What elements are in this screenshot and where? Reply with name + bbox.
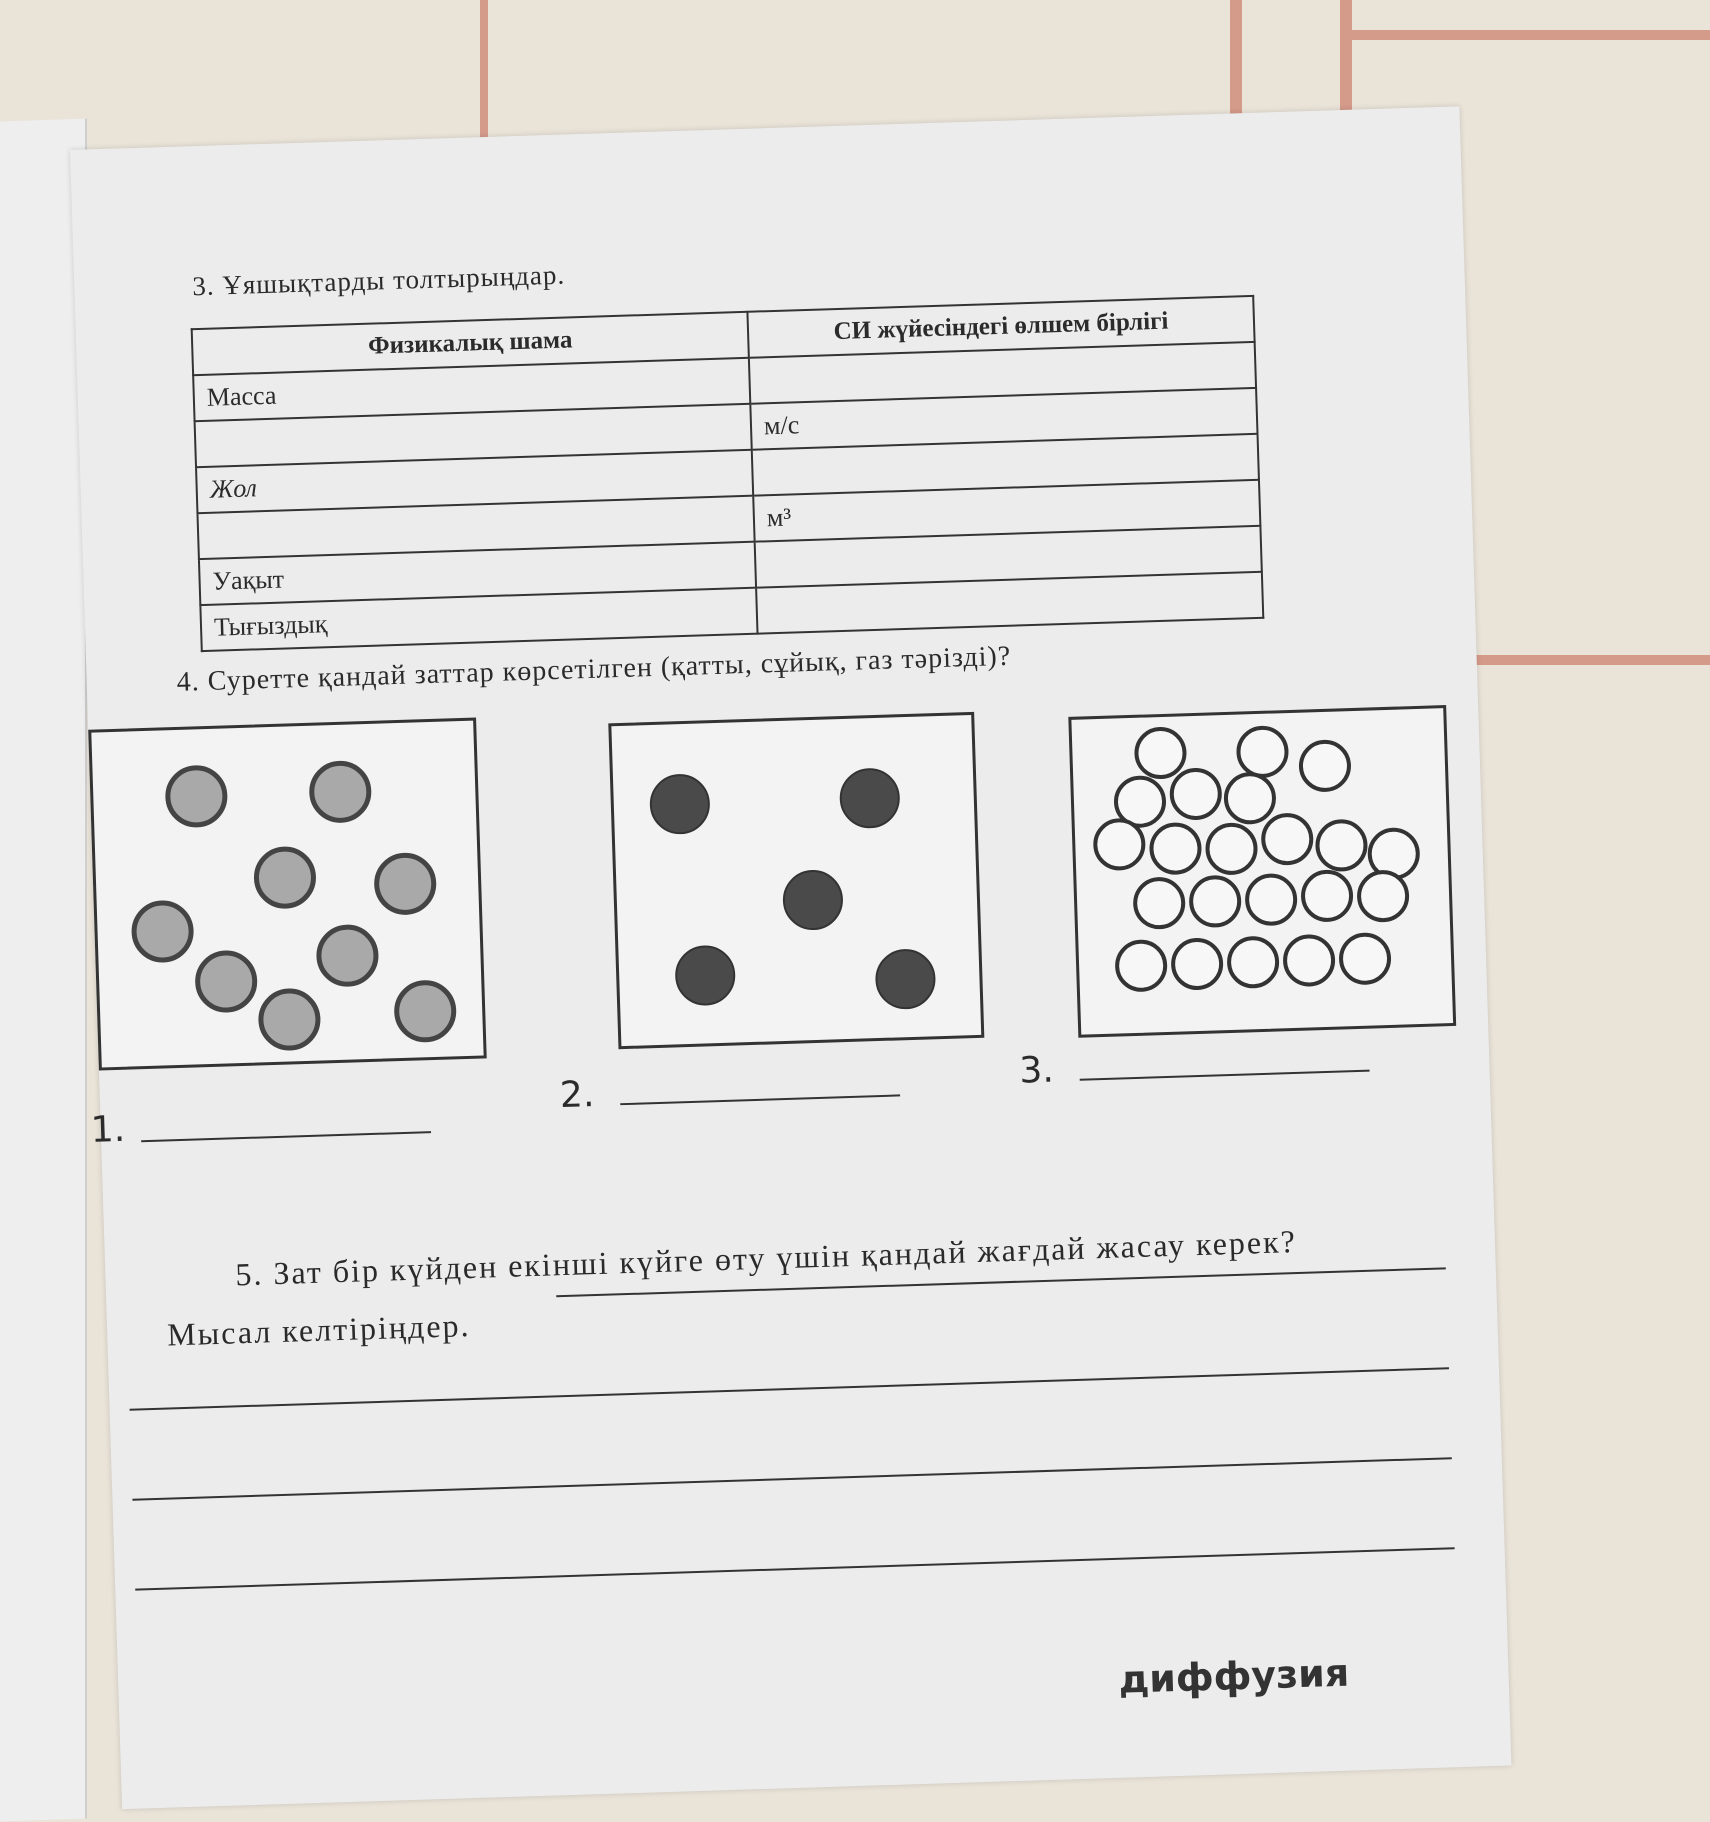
answer-write-line[interactable] — [130, 1367, 1449, 1410]
answer-write-line[interactable] — [132, 1457, 1451, 1500]
header-physical-quantity: Физикалық шама — [192, 312, 749, 375]
q5-title-line2: Мысал келтіріңдер. — [166, 1307, 471, 1353]
particle — [839, 767, 901, 829]
particle — [1300, 869, 1354, 923]
quantity-cell[interactable]: Масса — [193, 358, 750, 421]
particle — [315, 924, 379, 988]
particle — [257, 988, 321, 1052]
unit-cell[interactable]: м³ — [753, 480, 1260, 542]
answer-line-1[interactable] — [141, 1131, 431, 1142]
particle — [131, 900, 195, 964]
q5-title — [165, 1207, 1468, 1364]
particle — [1226, 935, 1280, 989]
particle — [649, 773, 711, 835]
answer-label-2: 2. — [559, 1074, 595, 1117]
unit-cell[interactable]: м/с — [750, 388, 1257, 450]
particle — [164, 764, 228, 828]
particle-diagram-1 — [88, 718, 487, 1071]
answer-label-3: 3. — [1018, 1049, 1055, 1092]
particle — [1188, 875, 1242, 929]
answer-write-line[interactable] — [135, 1547, 1454, 1590]
workbook-page — [70, 106, 1511, 1809]
desk-tile-line — [480, 0, 488, 150]
quantity-cell[interactable]: Жол — [196, 450, 753, 513]
particle — [1093, 818, 1147, 872]
particle — [1170, 937, 1224, 991]
particle — [782, 869, 844, 931]
particle — [1282, 934, 1336, 988]
desk-tile-line — [1340, 30, 1710, 40]
particle — [1356, 869, 1410, 923]
particle — [1244, 873, 1298, 927]
particle — [1205, 822, 1259, 876]
particle — [1132, 876, 1186, 930]
particle — [308, 760, 372, 824]
particle — [1236, 725, 1290, 779]
particle — [1223, 771, 1277, 825]
particle — [253, 846, 317, 910]
units-table — [191, 295, 1265, 652]
left-page-edge — [0, 118, 87, 1821]
particle-diagram-2 — [608, 712, 984, 1049]
quantity-cell[interactable]: Уақыт — [199, 542, 756, 605]
quantity-cell[interactable]: Тығыздық — [200, 588, 757, 651]
particle — [1149, 822, 1203, 876]
q5-title-line1: 5. Зат бір күйден екінші күйге өту үшін қандай жағдай жасау керек? — [234, 1223, 1298, 1293]
q3-title: 3. Ұяшықтарды толтырыңдар. — [191, 259, 566, 302]
particle — [373, 852, 437, 916]
particle — [393, 979, 457, 1043]
answer-label-1: 1. — [90, 1108, 126, 1151]
particle — [875, 948, 937, 1010]
particle — [1114, 939, 1168, 993]
answer-line-3[interactable] — [1080, 1070, 1370, 1081]
particle — [1260, 812, 1314, 866]
q4-title: 4. Суретте қандай заттар көрсетілген (қатты, сұйық, газ тәрізді)? — [176, 640, 1012, 698]
answer-line-2[interactable] — [620, 1094, 900, 1105]
particle-diagram-3 — [1068, 705, 1456, 1038]
particle — [1134, 726, 1188, 780]
particle — [194, 950, 258, 1014]
header-si-unit: СИ жүйесіндегі өлшем бірлігі — [747, 296, 1254, 358]
particle — [1169, 767, 1223, 821]
particle — [1338, 932, 1392, 986]
particle — [1298, 739, 1352, 793]
particle — [674, 945, 736, 1007]
bottom-heading: диффузия — [1117, 1650, 1350, 1702]
particle — [1315, 819, 1369, 873]
desk-tile-line — [1470, 655, 1710, 665]
